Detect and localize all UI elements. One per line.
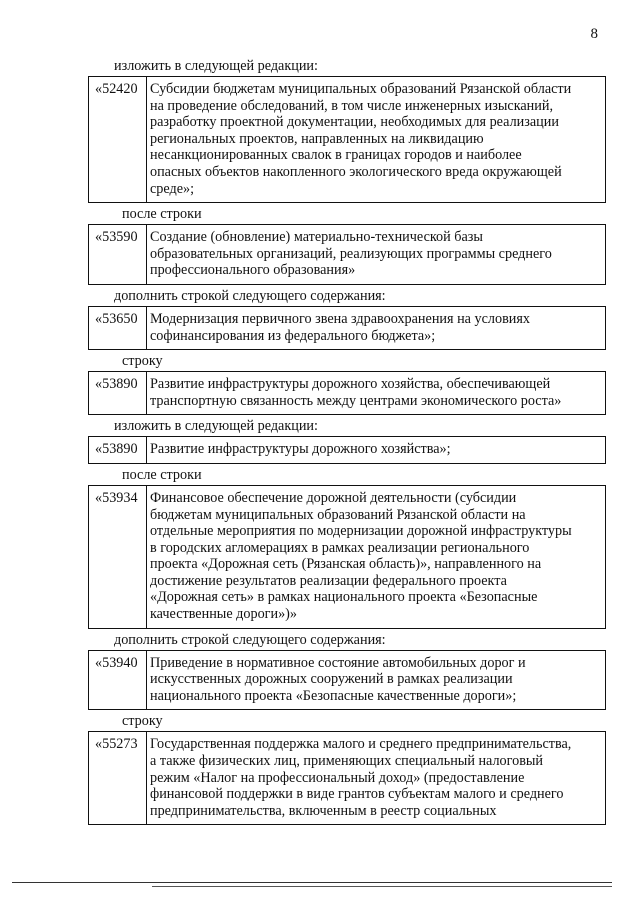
description-line: Государственная поддержка малого и среднего предпринимательства,: [150, 736, 572, 753]
description-line: транспортную связанность между центрами экономического роста»: [150, 392, 562, 409]
amendment-instruction: после строки: [122, 206, 202, 223]
description-line: Субсидии бюджетам муниципальных образований Рязанской области: [150, 81, 572, 97]
footer-divider: [12, 882, 612, 883]
budget-code-row: [88, 76, 606, 203]
budget-code: «53934: [89, 486, 147, 628]
description-line: искусственных дорожных сооружений в рамках реализации: [150, 671, 513, 688]
description-line: среде»;: [150, 180, 195, 197]
budget-code: «52420: [89, 77, 147, 202]
description-line: софинансирования из федерального бюджета»;: [150, 327, 436, 344]
description-line: разработку проектной документации, необходимых для реализации: [150, 114, 559, 131]
budget-code: «53940: [89, 651, 147, 710]
description-line: Развитие инфраструктуры дорожного хозяйства, обеспечивающей: [150, 376, 551, 393]
budget-code-description: [147, 372, 605, 414]
amendment-instruction: строку: [122, 353, 163, 370]
budget-code-row: [88, 371, 606, 415]
page-number: 8: [590, 26, 598, 42]
budget-code-description: [147, 437, 605, 463]
budget-code-description: [147, 486, 605, 628]
amendment-instruction: строку: [122, 713, 163, 730]
budget-code-row: [88, 436, 606, 464]
description-line: опасных объектов накопленного экологического вреда окружающей: [150, 163, 562, 180]
description-line: режим «Налог на профессиональный доход» (предоставление: [150, 769, 525, 786]
budget-code: «55273: [89, 732, 147, 824]
description-line: Создание (обновление) материально-технической базы: [150, 229, 483, 246]
amendment-instruction: изложить в следующей редакции:: [114, 58, 318, 74]
description-line: а также физических лиц, применяющих специальный налоговый: [150, 753, 544, 770]
description-line: отдельные мероприятия по модернизации дорожной инфраструктуры: [150, 523, 572, 540]
budget-code-row: [88, 224, 606, 285]
description-line: финансовой поддержки в виде грантов субъектам малого и среднего: [150, 786, 564, 803]
description-line: национального проекта «Безопасные качественные дороги»;: [150, 687, 517, 704]
document-body: [88, 58, 606, 828]
amendment-instruction: дополнить строкой следующего содержания:: [114, 287, 386, 304]
description-line: региональных проектов, направленных на ликвидацию: [150, 130, 484, 147]
budget-code-description: [147, 77, 605, 202]
budget-code: «53590: [89, 225, 147, 284]
budget-code-description: [147, 732, 605, 824]
budget-code: «53890: [89, 437, 147, 463]
budget-code: «53890: [89, 372, 147, 414]
budget-code-row: [88, 485, 606, 629]
description-line: бюджетам муниципальных образований Рязанской области на: [150, 506, 526, 523]
description-line: проекта «Дорожная сеть (Рязанская область)», направленного на: [150, 556, 542, 573]
amendment-instruction: после строки: [122, 466, 202, 483]
budget-code-row: [88, 306, 606, 350]
description-line: образовательных организаций, реализующих программы среднего: [150, 245, 552, 262]
budget-code-row: [88, 731, 606, 825]
description-line: Модернизация первичного звена здравоохранения на условиях: [150, 310, 530, 327]
description-line: профессионального образования»: [150, 262, 356, 279]
budget-code-row: [88, 650, 606, 711]
description-line: Развитие инфраструктуры дорожного хозяйства»;: [150, 441, 451, 458]
description-line: «Дорожная сеть» в рамках национального проекта «Безопасные: [150, 589, 538, 606]
amendment-instruction: изложить в следующей редакции:: [114, 418, 318, 435]
amendment-instruction: дополнить строкой следующего содержания:: [114, 631, 386, 648]
description-line: несанкционированных свалок в границах городов и наиболее: [150, 147, 522, 164]
description-line: Приведение в нормативное состояние автомобильных дорог и: [150, 654, 526, 671]
budget-code-description: [147, 225, 605, 284]
description-line: Финансовое обеспечение дорожной деятельности (субсидии: [150, 489, 517, 506]
budget-code-description: [147, 651, 605, 710]
description-line: достижение результатов реализации федерального проекта: [150, 572, 507, 589]
description-line: в городских агломерациях в рамках реализации регионального: [150, 539, 530, 556]
description-line: на проведение обследований, в том числе инженерных изысканий,: [150, 97, 554, 114]
description-line: качественные дороги»)»: [150, 606, 297, 623]
budget-code-description: [147, 307, 605, 349]
budget-code: «53650: [89, 307, 147, 349]
description-line: предпринимательства, включенным в реестр социальных: [150, 802, 497, 819]
